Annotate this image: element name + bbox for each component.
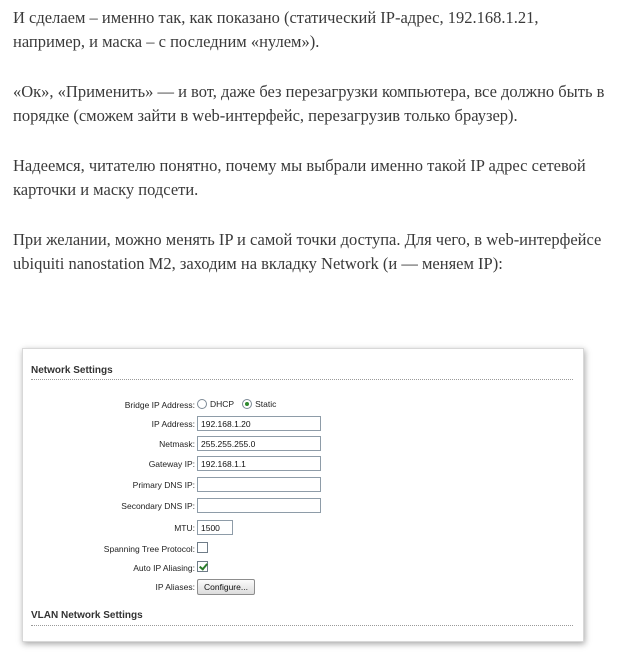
ip-aliases-row <box>29 579 577 595</box>
auto-ip-aliasing-label: Auto IP Aliasing: <box>133 563 195 573</box>
secondary-dns-ip-input[interactable] <box>197 498 321 513</box>
vlan-network-settings-title: VLAN Network Settings <box>31 610 143 621</box>
secondary-dns-ip-label: Secondary DNS IP: <box>121 501 195 511</box>
spanning-tree-protocol-row <box>29 541 577 557</box>
secondary-dns-ip-row <box>29 498 577 514</box>
static-radio-label[interactable]: Static <box>255 399 277 409</box>
ip-address-label: IP Address: <box>151 419 195 429</box>
auto-ip-aliasing-row <box>29 560 577 576</box>
bridge-ip-address-row <box>29 397 577 413</box>
network-settings-screenshot <box>22 348 584 642</box>
bridge-ip-address-radio-group <box>197 397 284 411</box>
auto-ip-aliasing-checkbox[interactable] <box>197 561 208 572</box>
spanning-tree-protocol-label: Spanning Tree Protocol: <box>103 544 195 554</box>
netmask-input[interactable]: 255.255.255.0 <box>197 436 321 451</box>
primary-dns-ip-row <box>29 477 577 493</box>
primary-dns-ip-label: Primary DNS IP: <box>132 480 195 490</box>
gateway-ip-label: Gateway IP: <box>148 459 195 469</box>
spanning-tree-protocol-checkbox[interactable] <box>197 542 208 553</box>
article-paragraph-1: И сделаем – именно так, как показано (статический IP-адрес, 192.168.1.21, например, и маска – с последним «нулем»). <box>13 8 539 51</box>
configure-ip-aliases-button[interactable]: Configure... <box>197 579 255 595</box>
netmask-label: Netmask: <box>159 439 195 449</box>
article-paragraph-4: При желании, можно менять IP и самой точки доступа. Для чего, в web-интерфейсе ubiquiti nanostation M2, заходим на вкладку Network (и — меняем IP): <box>13 230 602 273</box>
network-settings-panel <box>29 355 577 635</box>
primary-dns-ip-input[interactable] <box>197 477 321 492</box>
article-paragraph-3: Надеемся, читателю понятно, почему мы выбрали именно такой IP адрес сетевой карточки и маску подсети. <box>13 156 586 199</box>
ip-aliases-label: IP Aliases: <box>155 582 195 592</box>
network-settings-title: Network Settings <box>31 365 113 376</box>
article-paragraph-2: «Ок», «Применить» — и вот, даже без перезагрузки компьютера, все должно быть в порядке (сможем зайти в web-интерфейс, перезагрузив только браузер). <box>13 82 605 125</box>
dhcp-radio-label[interactable]: DHCP <box>210 399 235 409</box>
netmask-row <box>29 436 577 452</box>
mtu-label: MTU: <box>174 523 195 533</box>
ip-address-row <box>29 416 577 432</box>
mtu-input[interactable]: 1500 <box>197 520 233 535</box>
section-divider <box>31 379 573 380</box>
mtu-row <box>29 520 577 536</box>
bridge-ip-address-label: Bridge IP Address: <box>124 400 195 410</box>
dhcp-radio[interactable] <box>197 399 207 409</box>
article-body <box>13 6 613 302</box>
section-divider <box>31 625 573 626</box>
ip-address-input[interactable]: 192.168.1.20 <box>197 416 321 431</box>
static-radio[interactable] <box>242 399 252 409</box>
gateway-ip-input[interactable]: 192.168.1.1 <box>197 456 321 471</box>
gateway-ip-row <box>29 456 577 472</box>
